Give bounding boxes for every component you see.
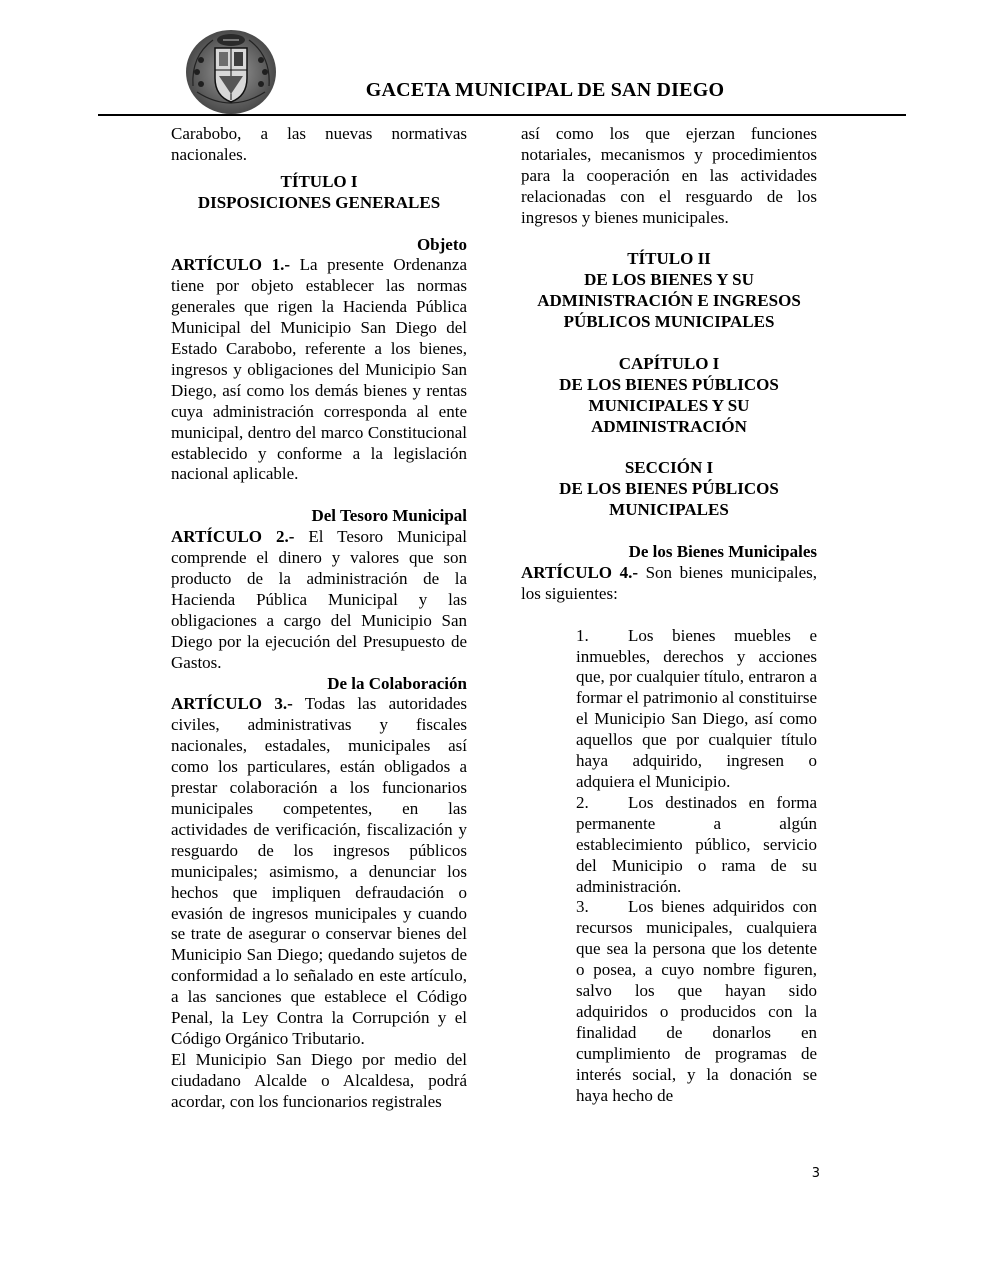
title-2-name-line-1: DE LOS BIENES Y SU [584, 270, 754, 290]
list-item-text: Los bienes muebles e inmuebles, derechos y acciones que, por cualquier título, entraron a formar el patrimonio al constituirse el Municipio San Diego, así como aquellos que por cualquier título haya adquirido, ingresen o adquiera el Municipio. [576, 625, 817, 792]
list-item-number: 3. [576, 897, 589, 917]
chapter-1-heading: CAPÍTULO I [618, 353, 720, 373]
article-4-paragraph [521, 563, 817, 605]
article-3-heading: De la Colaboración [327, 673, 467, 693]
article-4-heading: De los Bienes Municipales [628, 542, 817, 562]
article-2-label: ARTÍCULO 2.- [171, 527, 295, 547]
list-item-number: 2. [576, 792, 589, 812]
article-3-text: Todas las autoridades civiles, administrativas y fiscales nacionales, estadales, municipales así como los particulares, están obligados a prestar colaboración a los funcionarios municipales competentes, en las actividades de verificación, fiscalización y resguardo de los ingresos públicos municipales; asimismo, a denunciar los hechos que impliquen defraudación o evasión de ingresos municipales y cuando se trate de asegurar o conservar bienes del Municipio San Diego; quedando sujetos de conformidad a lo señalado en este artículo, a las sanciones que establece el Código Penal, la Ley Contra la Corrupción y el Código Orgánico Tributario. [171, 694, 467, 1048]
section-1-heading: SECCIÓN I [624, 458, 714, 478]
chapter-1-name-line-2: MUNICIPALES Y SU [588, 395, 750, 415]
title-1-heading: TÍTULO I [280, 171, 358, 191]
title-1-name: DISPOSICIONES GENERALES [197, 192, 441, 212]
title-2-name-line-2: ADMINISTRACIÓN E INGRESOS [537, 291, 801, 311]
article-2-text: El Tesoro Municipal comprende el dinero y valores que son producto de la administración de la Hacienda Pública Municipal y las obligaciones a cargo del Municipio San Diego por la ejecución del Presupuesto de Gastos. [171, 527, 468, 672]
left-column [171, 124, 467, 1113]
gazette-title: GACETA MUNICIPAL DE SAN DIEGO [365, 79, 725, 101]
article-3-label: ARTÍCULO 3.- [171, 694, 293, 714]
section-1-name-line-1: DE LOS BIENES PÚBLICOS [559, 479, 779, 499]
chapter-1-name-line-3: ADMINISTRACIÓN [591, 416, 747, 436]
section-1-name-line-2: MUNICIPALES [609, 500, 729, 520]
title-2-heading: TÍTULO II [627, 249, 711, 269]
article-2-heading: Del Tesoro Municipal [311, 506, 467, 526]
article-1-text: La presente Ordenanza tiene por objeto establecer las normas generales que rigen la Hacienda Pública Municipal del Municipio San Diego del Estado Carabobo, referente a los bienes, ingresos y obligaciones del Municipio San Diego, así como los demás bienes y rentas cuya administración corresponda al ente municipal, dentro del marco Constitucional establecido y conforme a la legislación nacional aplicable. [171, 255, 467, 484]
list-item [576, 897, 817, 1106]
chapter-1-name-line-1: DE LOS BIENES PÚBLICOS [559, 374, 779, 394]
list-item [576, 626, 817, 793]
article-3-continued: El Municipio San Diego por medio del ciudadano Alcalde o Alcaldesa, podrá acordar, con los funcionarios registrales [171, 1049, 467, 1111]
list-item-text: Los bienes adquiridos con recursos municipales, cualquiera que sea la persona que los detente o posea, a cuyo nombre figuren, salvo los que hayan sido adquiridos o producidos con la finalidad de donarlos en cumplimiento de programas de interés social, y la donación se haya hecho de [576, 897, 817, 1105]
article-1-paragraph [171, 255, 467, 485]
municipal-seal-icon [183, 26, 279, 116]
article-4-text: Son bienes municipales, los siguientes: [521, 562, 818, 603]
article-3-paragraph [171, 694, 467, 1049]
article-4-label: ARTÍCULO 4.- [521, 562, 639, 582]
list-item [576, 793, 817, 898]
article-1-label: ARTÍCULO 1.- [171, 255, 291, 275]
intro-paragraph: Carabobo, a las nuevas normativas nacionales. [171, 124, 467, 164]
article-4-list [521, 626, 817, 1107]
header-divider [98, 114, 906, 116]
right-column [521, 124, 817, 1107]
article-1-heading: Objeto [416, 234, 467, 254]
continuation-paragraph: así como los que ejerzan funciones notariales, mecanismos y procedimientos para la cooperación en las actividades relacionadas con el resguardo de los ingresos y bienes municipales. [521, 124, 817, 227]
page-number: 3 [811, 1166, 820, 1181]
article-2-paragraph [171, 527, 467, 673]
title-2-name-line-3: PÚBLICOS MUNICIPALES [563, 312, 775, 332]
list-item-text: Los destinados en forma permanente a algún establecimiento público, servicio del Municipio o rama de su administración. [576, 792, 817, 896]
list-item-number: 1. [576, 625, 589, 645]
